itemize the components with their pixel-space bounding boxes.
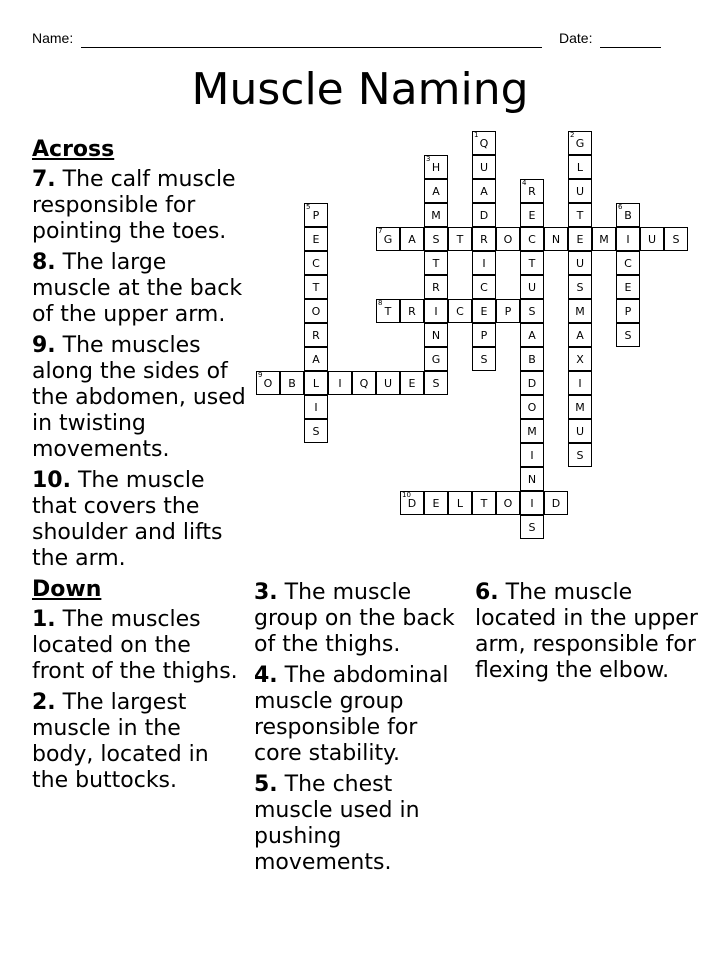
cell-letter: T xyxy=(456,232,464,246)
cell-letter: E xyxy=(432,496,440,510)
crossword-cell[interactable] xyxy=(520,203,544,227)
cell-letter: R xyxy=(408,304,416,318)
cell-letter: T xyxy=(576,208,584,222)
cell-letter: T xyxy=(480,496,488,510)
cell-number: 2 xyxy=(570,131,575,139)
crossword-cell[interactable] xyxy=(520,467,544,491)
cell-letter: C xyxy=(312,256,320,270)
cell-letter: T xyxy=(432,256,440,270)
clue-down-3 xyxy=(254,580,469,658)
cell-letter: S xyxy=(624,328,632,342)
name-label: Name: xyxy=(32,30,74,46)
crossword-cell[interactable] xyxy=(256,371,280,395)
across-heading: Across xyxy=(32,137,115,162)
crossword-cell[interactable] xyxy=(280,371,304,395)
cell-letter: E xyxy=(312,232,320,246)
cell-letter: I xyxy=(314,400,318,414)
crossword-cell[interactable] xyxy=(424,323,448,347)
cell-letter: C xyxy=(528,232,536,246)
crossword-cell[interactable] xyxy=(304,395,328,419)
cell-letter: D xyxy=(407,496,417,510)
cell-letter: S xyxy=(312,424,320,438)
crossword-cell[interactable] xyxy=(568,371,592,395)
cell-letter: N xyxy=(527,472,537,486)
crossword-cell[interactable] xyxy=(520,323,544,347)
cell-number: 5 xyxy=(306,203,311,211)
crossword-cell[interactable] xyxy=(304,299,328,323)
cell-letter: I xyxy=(338,376,342,390)
clue-text: The muscle located in the upper arm, responsible for flexing the elbow. xyxy=(475,580,698,683)
crossword-cell[interactable] xyxy=(520,515,544,539)
crossword-cell[interactable] xyxy=(472,491,496,515)
clue-text: The muscles located on the front of the thighs. xyxy=(32,607,238,684)
cell-letter: U xyxy=(479,160,489,174)
crossword-cell[interactable] xyxy=(568,251,592,275)
cell-letter: S xyxy=(528,304,536,318)
crossword-cell[interactable] xyxy=(400,299,424,323)
crossword-cell[interactable] xyxy=(568,299,592,323)
cell-letter: S xyxy=(576,448,584,462)
cell-letter: R xyxy=(432,280,440,294)
cell-letter: G xyxy=(431,352,441,366)
clue-text: The muscle group on the back of the thighs. xyxy=(254,580,455,657)
crossword-cell[interactable] xyxy=(472,275,496,299)
clue-number: 3. xyxy=(254,580,278,605)
cell-letter: E xyxy=(528,208,536,222)
cell-number: 3 xyxy=(426,155,431,163)
clue-text: The abdominal muscle group responsible for core stability. xyxy=(254,663,449,766)
cell-letter: R xyxy=(528,184,536,198)
cell-letter: C xyxy=(456,304,464,318)
crossword-cell[interactable] xyxy=(448,299,472,323)
crossword-cell[interactable] xyxy=(304,227,328,251)
cell-letter: S xyxy=(480,352,488,366)
clue-across-8 xyxy=(32,250,247,328)
cell-letter: A xyxy=(432,184,440,198)
clue-text: The muscle that covers the shoulder and lifts the arm. xyxy=(32,468,223,571)
crossword-cell[interactable] xyxy=(304,347,328,371)
crossword-cell[interactable] xyxy=(424,491,448,515)
crossword-cell[interactable] xyxy=(472,347,496,371)
cell-letter: C xyxy=(624,256,632,270)
cell-letter: A xyxy=(312,352,320,366)
clue-down-1 xyxy=(32,607,247,685)
crossword-cell[interactable] xyxy=(424,275,448,299)
cell-letter: I xyxy=(482,256,486,270)
crossword-cell[interactable] xyxy=(472,131,496,155)
cell-letter: R xyxy=(312,328,320,342)
crossword-cell[interactable] xyxy=(304,323,328,347)
cell-letter: A xyxy=(528,328,536,342)
cell-letter: L xyxy=(456,496,464,510)
cell-letter: C xyxy=(480,280,488,294)
cell-letter: N xyxy=(431,328,441,342)
crossword-cell[interactable] xyxy=(304,275,328,299)
crossword-cell[interactable] xyxy=(400,227,424,251)
crossword-cell[interactable] xyxy=(520,395,544,419)
crossword-cell[interactable] xyxy=(472,251,496,275)
cell-letter: U xyxy=(383,376,393,390)
crossword-cell[interactable] xyxy=(568,131,592,155)
cell-letter: E xyxy=(624,280,632,294)
cell-number: 8 xyxy=(378,299,383,307)
crossword-cell[interactable] xyxy=(520,299,544,323)
crossword-cell[interactable] xyxy=(304,419,328,443)
cell-letter: S xyxy=(672,232,680,246)
crossword-cell[interactable] xyxy=(520,371,544,395)
cell-letter: M xyxy=(527,424,537,438)
crossword-cell[interactable] xyxy=(568,419,592,443)
cell-letter: P xyxy=(480,328,488,342)
crossword-cell[interactable] xyxy=(568,443,592,467)
cell-letter: D xyxy=(551,496,561,510)
cell-letter: E xyxy=(576,232,584,246)
cell-letter: M xyxy=(575,304,585,318)
cell-number: 4 xyxy=(522,179,527,187)
crossword-cell[interactable] xyxy=(520,179,544,203)
crossword-cell[interactable] xyxy=(568,227,592,251)
down-heading: Down xyxy=(32,577,102,602)
crossword-cell[interactable] xyxy=(352,371,376,395)
crossword-cell[interactable] xyxy=(496,491,520,515)
crossword-cell[interactable] xyxy=(472,299,496,323)
cell-letter: B xyxy=(288,376,296,390)
clue-number: 1. xyxy=(32,607,56,632)
crossword-cell[interactable] xyxy=(376,299,400,323)
crossword-cell[interactable] xyxy=(520,347,544,371)
cell-letter: A xyxy=(480,184,488,198)
crossword-cell[interactable] xyxy=(592,227,616,251)
crossword-cell[interactable] xyxy=(544,491,568,515)
cell-letter: X xyxy=(576,352,584,366)
cell-letter: U xyxy=(647,232,657,246)
crossword-cell[interactable] xyxy=(496,227,520,251)
crossword-cell[interactable] xyxy=(496,299,520,323)
crossword-cell[interactable] xyxy=(616,203,640,227)
cell-letter: Q xyxy=(359,376,369,390)
crossword-cell[interactable] xyxy=(520,419,544,443)
crossword-cell[interactable] xyxy=(424,371,448,395)
date-label: Date: xyxy=(559,30,593,46)
cell-letter: A xyxy=(576,328,584,342)
cell-letter: S xyxy=(576,280,584,294)
cell-number: 7 xyxy=(378,227,383,235)
cell-letter: S xyxy=(432,232,440,246)
crossword-cell[interactable] xyxy=(616,299,640,323)
crossword-cell[interactable] xyxy=(400,371,424,395)
cell-letter: D xyxy=(479,208,489,222)
cell-letter: U xyxy=(575,184,585,198)
crossword-cell[interactable] xyxy=(520,275,544,299)
cell-letter: E xyxy=(480,304,488,318)
crossword-cell[interactable] xyxy=(328,371,352,395)
clue-text: The calf muscle responsible for pointing the toes. xyxy=(32,167,236,244)
clue-number: 6. xyxy=(475,580,499,605)
crossword-cell[interactable] xyxy=(568,347,592,371)
cell-letter: G xyxy=(575,136,585,150)
cell-letter: D xyxy=(527,376,537,390)
crossword-cell[interactable] xyxy=(520,251,544,275)
clue-number: 2. xyxy=(32,690,56,715)
crossword-cell[interactable] xyxy=(616,323,640,347)
crossword-cell[interactable] xyxy=(520,227,544,251)
crossword-cell[interactable] xyxy=(472,155,496,179)
clues-column-1 xyxy=(32,137,247,799)
crossword-cell[interactable] xyxy=(448,491,472,515)
cell-letter: H xyxy=(431,160,441,174)
clue-down-5 xyxy=(254,772,469,876)
crossword-cell[interactable] xyxy=(376,371,400,395)
crossword-cell[interactable] xyxy=(304,203,328,227)
crossword-cell[interactable] xyxy=(472,227,496,251)
clue-text: The chest muscle used in pushing movements. xyxy=(254,772,420,875)
cell-letter: M xyxy=(575,400,585,414)
crossword-cell[interactable] xyxy=(520,443,544,467)
clues-column-3 xyxy=(475,580,705,689)
cell-letter: I xyxy=(578,376,582,390)
clue-number: 10. xyxy=(32,468,71,493)
cell-letter: U xyxy=(527,280,537,294)
crossword-cell[interactable] xyxy=(424,227,448,251)
cell-letter: B xyxy=(528,352,536,366)
crossword-cell[interactable] xyxy=(424,203,448,227)
cell-letter: L xyxy=(312,376,320,390)
crossword-cell[interactable] xyxy=(424,347,448,371)
cell-letter: O xyxy=(263,376,273,390)
crossword-cell[interactable] xyxy=(568,275,592,299)
crossword-cell[interactable] xyxy=(568,323,592,347)
cell-number: 6 xyxy=(618,203,623,211)
cell-letter: T xyxy=(528,256,536,270)
cell-number: 9 xyxy=(258,371,263,379)
cell-letter: R xyxy=(480,232,488,246)
crossword-cell[interactable] xyxy=(520,491,544,515)
cell-letter: O xyxy=(503,496,513,510)
cell-letter: S xyxy=(528,520,536,534)
crossword-cell[interactable] xyxy=(424,299,448,323)
crossword-cell[interactable] xyxy=(424,179,448,203)
crossword-cell[interactable] xyxy=(472,179,496,203)
crossword-cell[interactable] xyxy=(664,227,688,251)
cell-letter: S xyxy=(432,376,440,390)
cell-number: 1 xyxy=(474,131,479,139)
clue-number: 5. xyxy=(254,772,278,797)
cell-letter: B xyxy=(624,208,632,222)
cell-letter: I xyxy=(530,496,534,510)
cell-letter: G xyxy=(383,232,393,246)
cell-letter: O xyxy=(311,304,321,318)
cell-letter: T xyxy=(312,280,320,294)
clue-text: The muscles along the sides of the abdomen, used in twisting movements. xyxy=(32,333,246,462)
crossword-cell[interactable] xyxy=(472,203,496,227)
crossword-cell[interactable] xyxy=(544,227,568,251)
crossword-cell[interactable] xyxy=(448,227,472,251)
crossword-cell[interactable] xyxy=(424,155,448,179)
clue-down-6 xyxy=(475,580,705,684)
crossword-cell[interactable] xyxy=(400,491,424,515)
cell-letter: P xyxy=(624,304,632,318)
cell-number: 10 xyxy=(402,491,411,499)
crossword-cell[interactable] xyxy=(616,227,640,251)
crossword-cell[interactable] xyxy=(568,203,592,227)
cell-letter: N xyxy=(551,232,561,246)
clues-column-2 xyxy=(254,580,469,881)
crossword-cell[interactable] xyxy=(568,179,592,203)
clue-number: 9. xyxy=(32,333,56,358)
clue-down-2 xyxy=(32,690,247,794)
cell-letter: P xyxy=(504,304,512,318)
crossword-cell[interactable] xyxy=(616,251,640,275)
clue-number: 4. xyxy=(254,663,278,688)
clue-across-10 xyxy=(32,468,247,572)
crossword-cell[interactable] xyxy=(304,371,328,395)
cell-letter: I xyxy=(434,304,438,318)
crossword-cell[interactable] xyxy=(424,251,448,275)
crossword-cell[interactable] xyxy=(616,275,640,299)
cell-letter: O xyxy=(527,400,537,414)
cell-letter: M xyxy=(431,208,441,222)
clue-across-9 xyxy=(32,333,247,463)
clue-number: 8. xyxy=(32,250,56,275)
clue-number: 7. xyxy=(32,167,56,192)
cell-letter: E xyxy=(408,376,416,390)
cell-letter: P xyxy=(312,208,320,222)
crossword-cell[interactable] xyxy=(304,251,328,275)
crossword-cell[interactable] xyxy=(568,395,592,419)
cell-letter: M xyxy=(599,232,609,246)
cell-letter: A xyxy=(408,232,416,246)
clue-text: The large muscle at the back of the upper arm. xyxy=(32,250,243,327)
crossword-cell[interactable] xyxy=(376,227,400,251)
cell-letter: O xyxy=(503,232,513,246)
cell-letter: Q xyxy=(479,136,489,150)
crossword-cell[interactable] xyxy=(568,155,592,179)
cell-letter: I xyxy=(530,448,534,462)
cell-letter: U xyxy=(575,424,585,438)
cell-letter: I xyxy=(626,232,630,246)
crossword-cell[interactable] xyxy=(640,227,664,251)
cell-letter: U xyxy=(575,256,585,270)
crossword-cell[interactable] xyxy=(472,323,496,347)
cell-letter: T xyxy=(384,304,392,318)
page-title: Muscle Naming xyxy=(191,64,529,115)
clue-down-4 xyxy=(254,663,469,767)
clue-text: The largest muscle in the body, located in the buttocks. xyxy=(32,690,209,793)
clue-across-7 xyxy=(32,167,247,245)
cell-letter: L xyxy=(576,160,584,174)
